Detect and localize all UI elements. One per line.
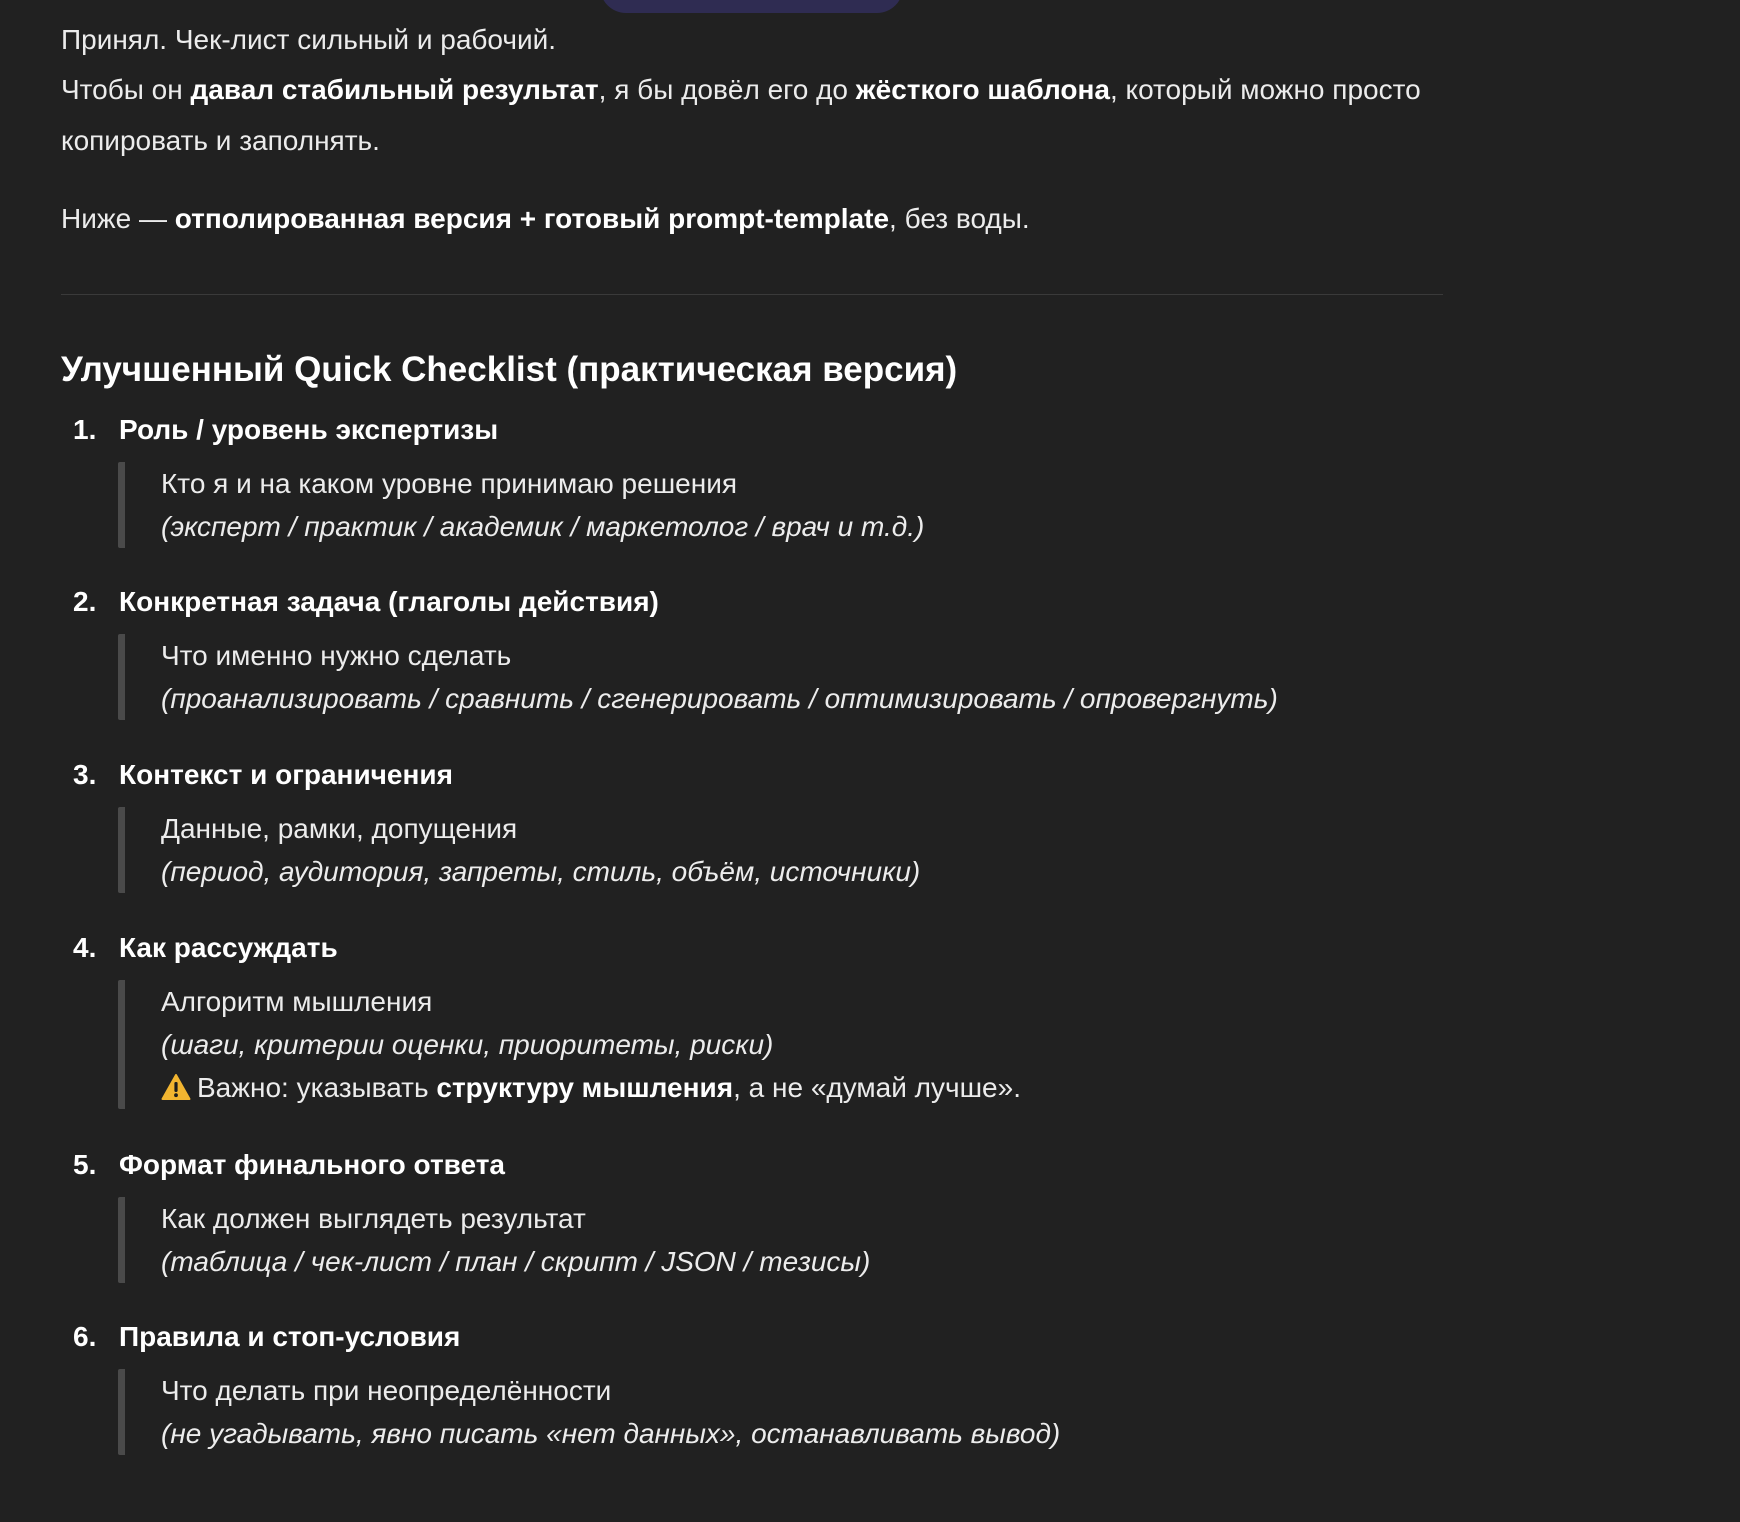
list-item-number: 6. [73, 1321, 97, 1352]
blockquote-examples: (период, аудитория, запреты, стиль, объём, источники) [161, 856, 921, 887]
intro-line-1: Принял. Чек-лист сильный и рабочий. [61, 24, 557, 55]
blockquote [118, 634, 1461, 720]
blockquote-description: Как должен выглядеть результат [161, 1203, 586, 1234]
blockquote-examples: (таблица / чек-лист / план / скрипт / JSON / тезисы) [161, 1246, 871, 1277]
intro-line-2-pre: Чтобы он [61, 74, 191, 105]
blockquote-description: Что делать при неопределённости [161, 1375, 612, 1406]
list-item-number: 1. [73, 414, 97, 445]
note-pre: Важно: указывать [197, 1072, 437, 1103]
list-item-number: 4. [73, 932, 97, 963]
blockquote-description: Что именно нужно сделать [161, 640, 512, 671]
blockquote-examples: (не угадывать, явно писать «нет данных», останавливать вывод) [161, 1418, 1061, 1449]
intro-line-3-post: , без воды. [889, 203, 1030, 234]
list-item-title: Конкретная задача (глаголы действия) [119, 586, 659, 617]
warning-icon [161, 1073, 191, 1101]
blockquote [118, 980, 1461, 1109]
list-item-number: 3. [73, 759, 97, 790]
intro-line-3-bold: отполированная версия + готовый prompt-template [174, 203, 890, 234]
list-item-number: 2. [73, 586, 97, 617]
list-item-title: Как рассуждать [119, 932, 338, 963]
intro-line-3-pre: Ниже — [61, 203, 175, 234]
checklist [61, 0, 1441, 1522]
list-item-title: Правила и стоп-условия [119, 1321, 461, 1352]
blockquote-examples: (эксперт / практик / академик / маркетолог / врач и т.д.) [161, 511, 925, 542]
blockquote-note [161, 1066, 1461, 1109]
intro-line-2-mid: , я бы довёл его до [598, 74, 856, 105]
list-item-title: Контекст и ограничения [119, 759, 453, 790]
list-item-number: 5. [73, 1149, 97, 1180]
blockquote-description: Кто я и на каком уровне принимаю решения [161, 468, 737, 499]
note-post: , а не «думай лучше». [733, 1072, 1021, 1103]
blockquote-examples: (проанализировать / сравнить / сгенерировать / оптимизировать / опровергнуть) [161, 683, 1278, 714]
intro-line-2-bold-2: жёсткого шаблона [855, 74, 1110, 105]
blockquote-description: Данные, рамки, допущения [161, 813, 518, 844]
note-bold: структуру мышления [436, 1072, 734, 1103]
blockquote [118, 807, 1461, 893]
blockquote [118, 1369, 1461, 1455]
section-title: Улучшенный Quick Checklist (практическая версия) [61, 350, 958, 389]
blockquote [118, 1197, 1461, 1283]
intro-line-2-post: , который можно просто копировать и заполнять. [61, 74, 1421, 156]
blockquote-description: Алгоритм мышления [161, 986, 433, 1017]
list-item-title: Формат финального ответа [119, 1149, 505, 1180]
intro-line-2-bold-1: давал стабильный результат [190, 74, 599, 105]
blockquote-examples: (шаги, критерии оценки, приоритеты, риски) [161, 1029, 774, 1060]
list-item-title: Роль / уровень экспертизы [119, 414, 499, 445]
blockquote [118, 462, 1461, 548]
